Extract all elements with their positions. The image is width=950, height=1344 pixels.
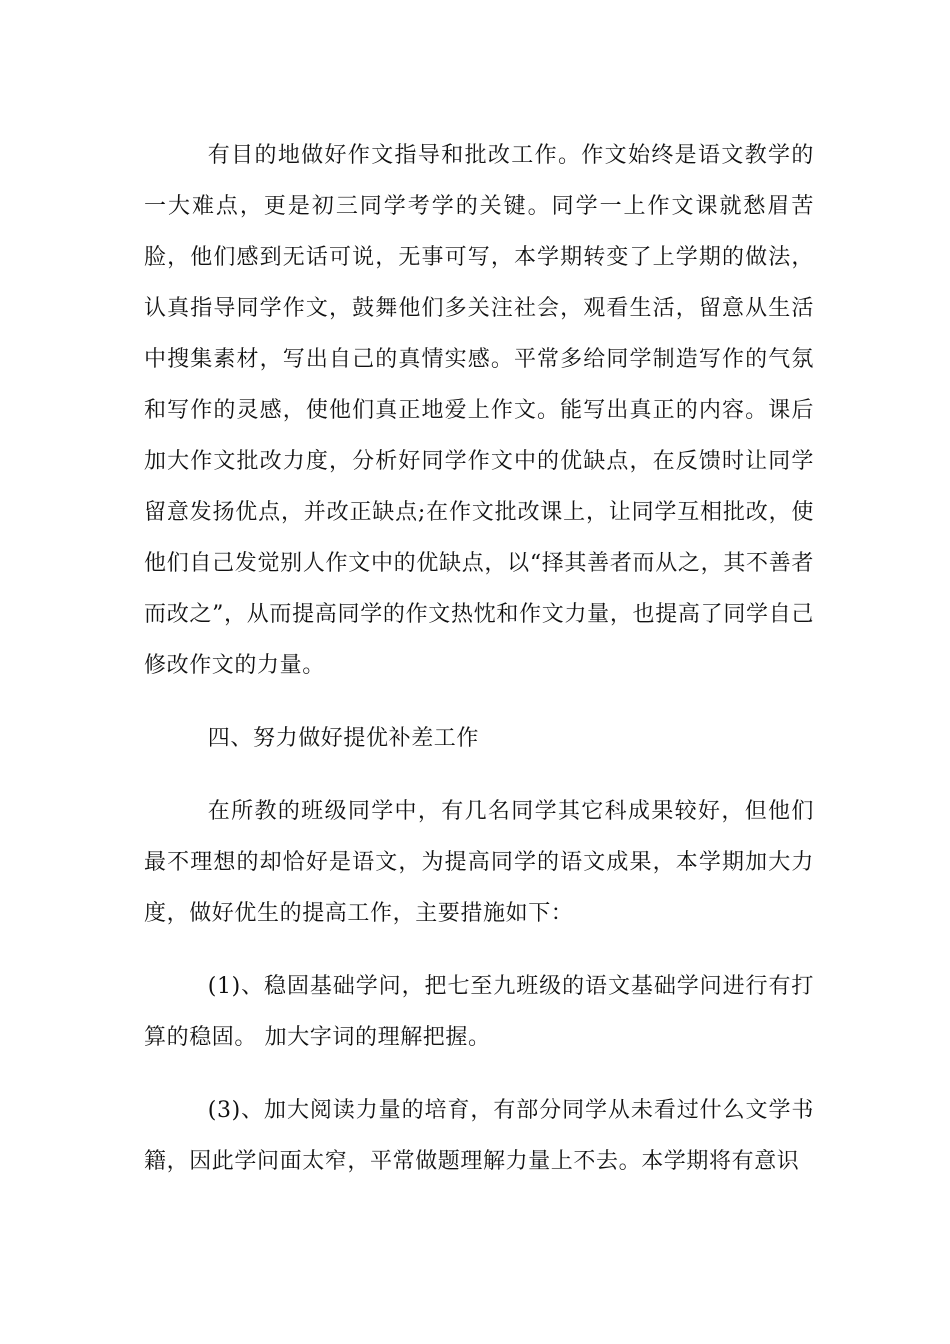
paragraph-measure-3: (3)、加大阅读力量的培育，有部分同学从未看过什么文学书籍，因此学问面太窄，平常做题理解力量上不去。本学期将有意识 [144,1098,814,1174]
paragraph-essay-guidance: 有目的地做好作文指导和批改工作。作文始终是语文教学的一大难点，更是初三同学考学的关键。同学一上作文课就愁眉苦脸，他们感到无话可说，无事可写，本学期转变了上学期的做法，认真指导同学作文，鼓舞他们多关注社会，观看生活，留意从生活中搜集素材，写出自己的真情实感。平常多给同学制造写作的气氛和写作的灵感，使他们真正地爱上作文。能写出真正的内容。课后加大作文批改力度，分析好同学作文中的优缺点，在反馈时让同学留意发扬优点，并改正缺点;在作文批改课上，让同学互相批改，使他们自己发觉别人作文中的优缺点，以“择其善者而从之，其不善者而改之”，从而提高同学的作文热忱和作文力量，也提高了同学自己修改作文的力量。 [144,143,814,678]
document-body [144,130,814,1187]
paragraph-measure-1: (1)、稳固基础学问，把七至九班级的语文基础学问进行有打算的稳固。 加大字词的理解把握。 [144,974,814,1050]
paragraph-top-students: 在所教的班级同学中，有几名同学其它科成果较好，但他们最不理想的却恰好是语文，为提高同学的语文成果，本学期加大力度，做好优生的提高工作，主要措施如下： [144,799,814,926]
section-heading: 四、努力做好提优补差工作 [207,726,479,751]
